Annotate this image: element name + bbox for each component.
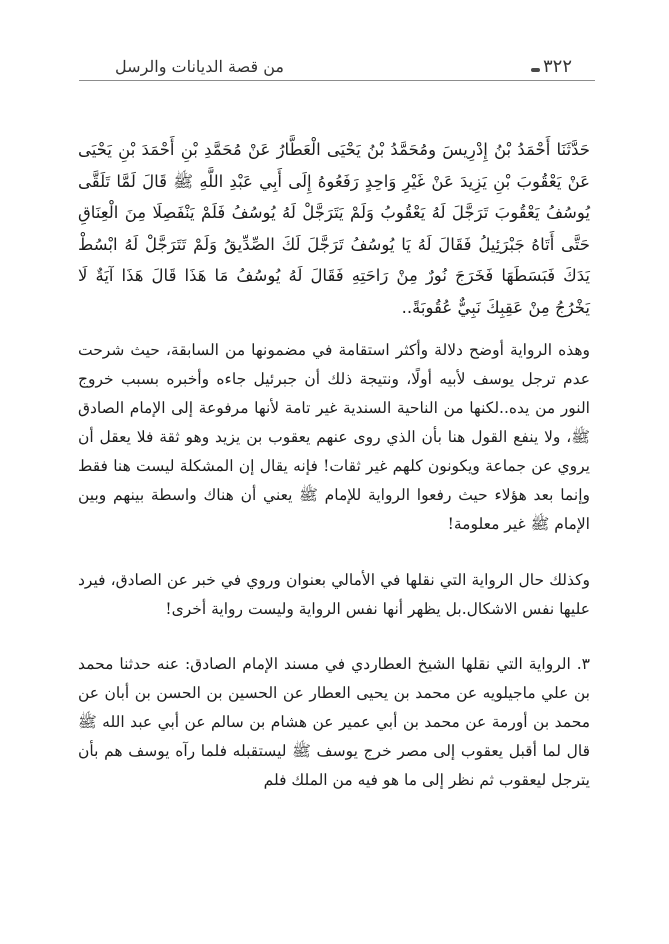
paragraph-analysis: وهذه الرواية أوضح دلالة وأكثر استقامة في مضمونها من السابقة، حيث شرحت عدم ترجل يوسف لأبيه أولًا، ونتيجة ذلك أن جبرئيل جاءه وأخبره بسبب خروج النور من يده..لكنها من الناحية السندية غير تامة لأنها مرفوعة إلى الإمام الصادق ﷺ، ولا ينفع القول هنا بأن الذي روى عنهم يعقوب بن يزيد وهو ثقة فلا يعقل أن يروي عن جماعة ويكونون كلهم غير ثقات! فإنه يقال إن المشكلة ليست هنا فقط وإنما بعد هؤلاء حيث رفعوا الرواية للإمام ﷺ يعني أن هناك واسطة بينهم وبين الإمام ﷺ غير معلومة! xyxy=(78,341,590,533)
paragraph-amali: وكذلك حال الرواية التي نقلها في الأمالي بعنوان وروي في خبر عن الصادق، فيرد عليها نفس الاشكال.بل يظهر أنها نفس الرواية وليست رواية أخرى! xyxy=(78,571,590,618)
header-divider xyxy=(79,80,595,81)
page-header xyxy=(0,0,669,90)
paragraph-item-3: ٣. الرواية التي نقلها الشيخ العطاردي في مسند الإمام الصادق: عنه حدثنا محمد بن علي ماجيلويه عن محمد بن يحيى العطار عن الحسين بن الحسن بن أبان عن محمد بن أورمة عن محمد بن أبي عمير عن هشام بن سالم عن أبي عبد الله ﷺ قال لما أقبل يعقوب إلى مصر خرج يوسف ﷺ ليستقبله فلما رآه يوسف هم بأن يترجل ليعقوب ثم نظر إلى ما هو فيه من الملك فلم xyxy=(78,655,590,789)
running-title: من قصة الديانات والرسل xyxy=(115,57,284,76)
page-number: ٣٢٢ xyxy=(543,56,573,77)
hadith-quote: حَدَّثَنَا أَحْمَدُ بْنُ إِدْرِيسَ ومُحَمَّدُ بْنُ يَحْيَى الْعَطَّارُ عَنْ مُحَمَّدِ بْنِ أَحْمَدَ بْنِ يَحْيَى عَنْ يَعْقُوبَ بْنِ يَزِيدَ عَنْ غَيْرِ وَاحِدٍ رَفَعُوهُ إِلَى أَبِي عَبْدِ اللَّهِ ﷺ قَالَ لَمَّا تَلَقَّى يُوسُفُ يَعْقُوبَ تَرَجَّلَ لَهُ يَعْقُوبُ وَلَمْ يَتَرَجَّلْ لَهُ يُوسُفُ فَلَمْ يَنْفَصِلَا مِنَ الْعِنَاقِ حَتَّى أَتَاهُ جَبْرَئِيلُ فَقَالَ لَهُ يَا يُوسُفُ تَرَجَّلَ لَكَ الصِّدِّيقُ وَلَمْ تَتَرَجَّلْ لَهُ ابْسُطْ يَدَكَ فَبَسَطَهَا فَخَرَجَ نُورٌ مِنْ رَاحَتِهِ فَقَالَ لَهُ يُوسُفُ مَا هَذَا قَالَ هَذَا آيَةٌ لَا يَخْرُجُ مِنْ عَقِبِكَ نَبِيٌّ عُقُوبَةً.. xyxy=(78,140,590,317)
